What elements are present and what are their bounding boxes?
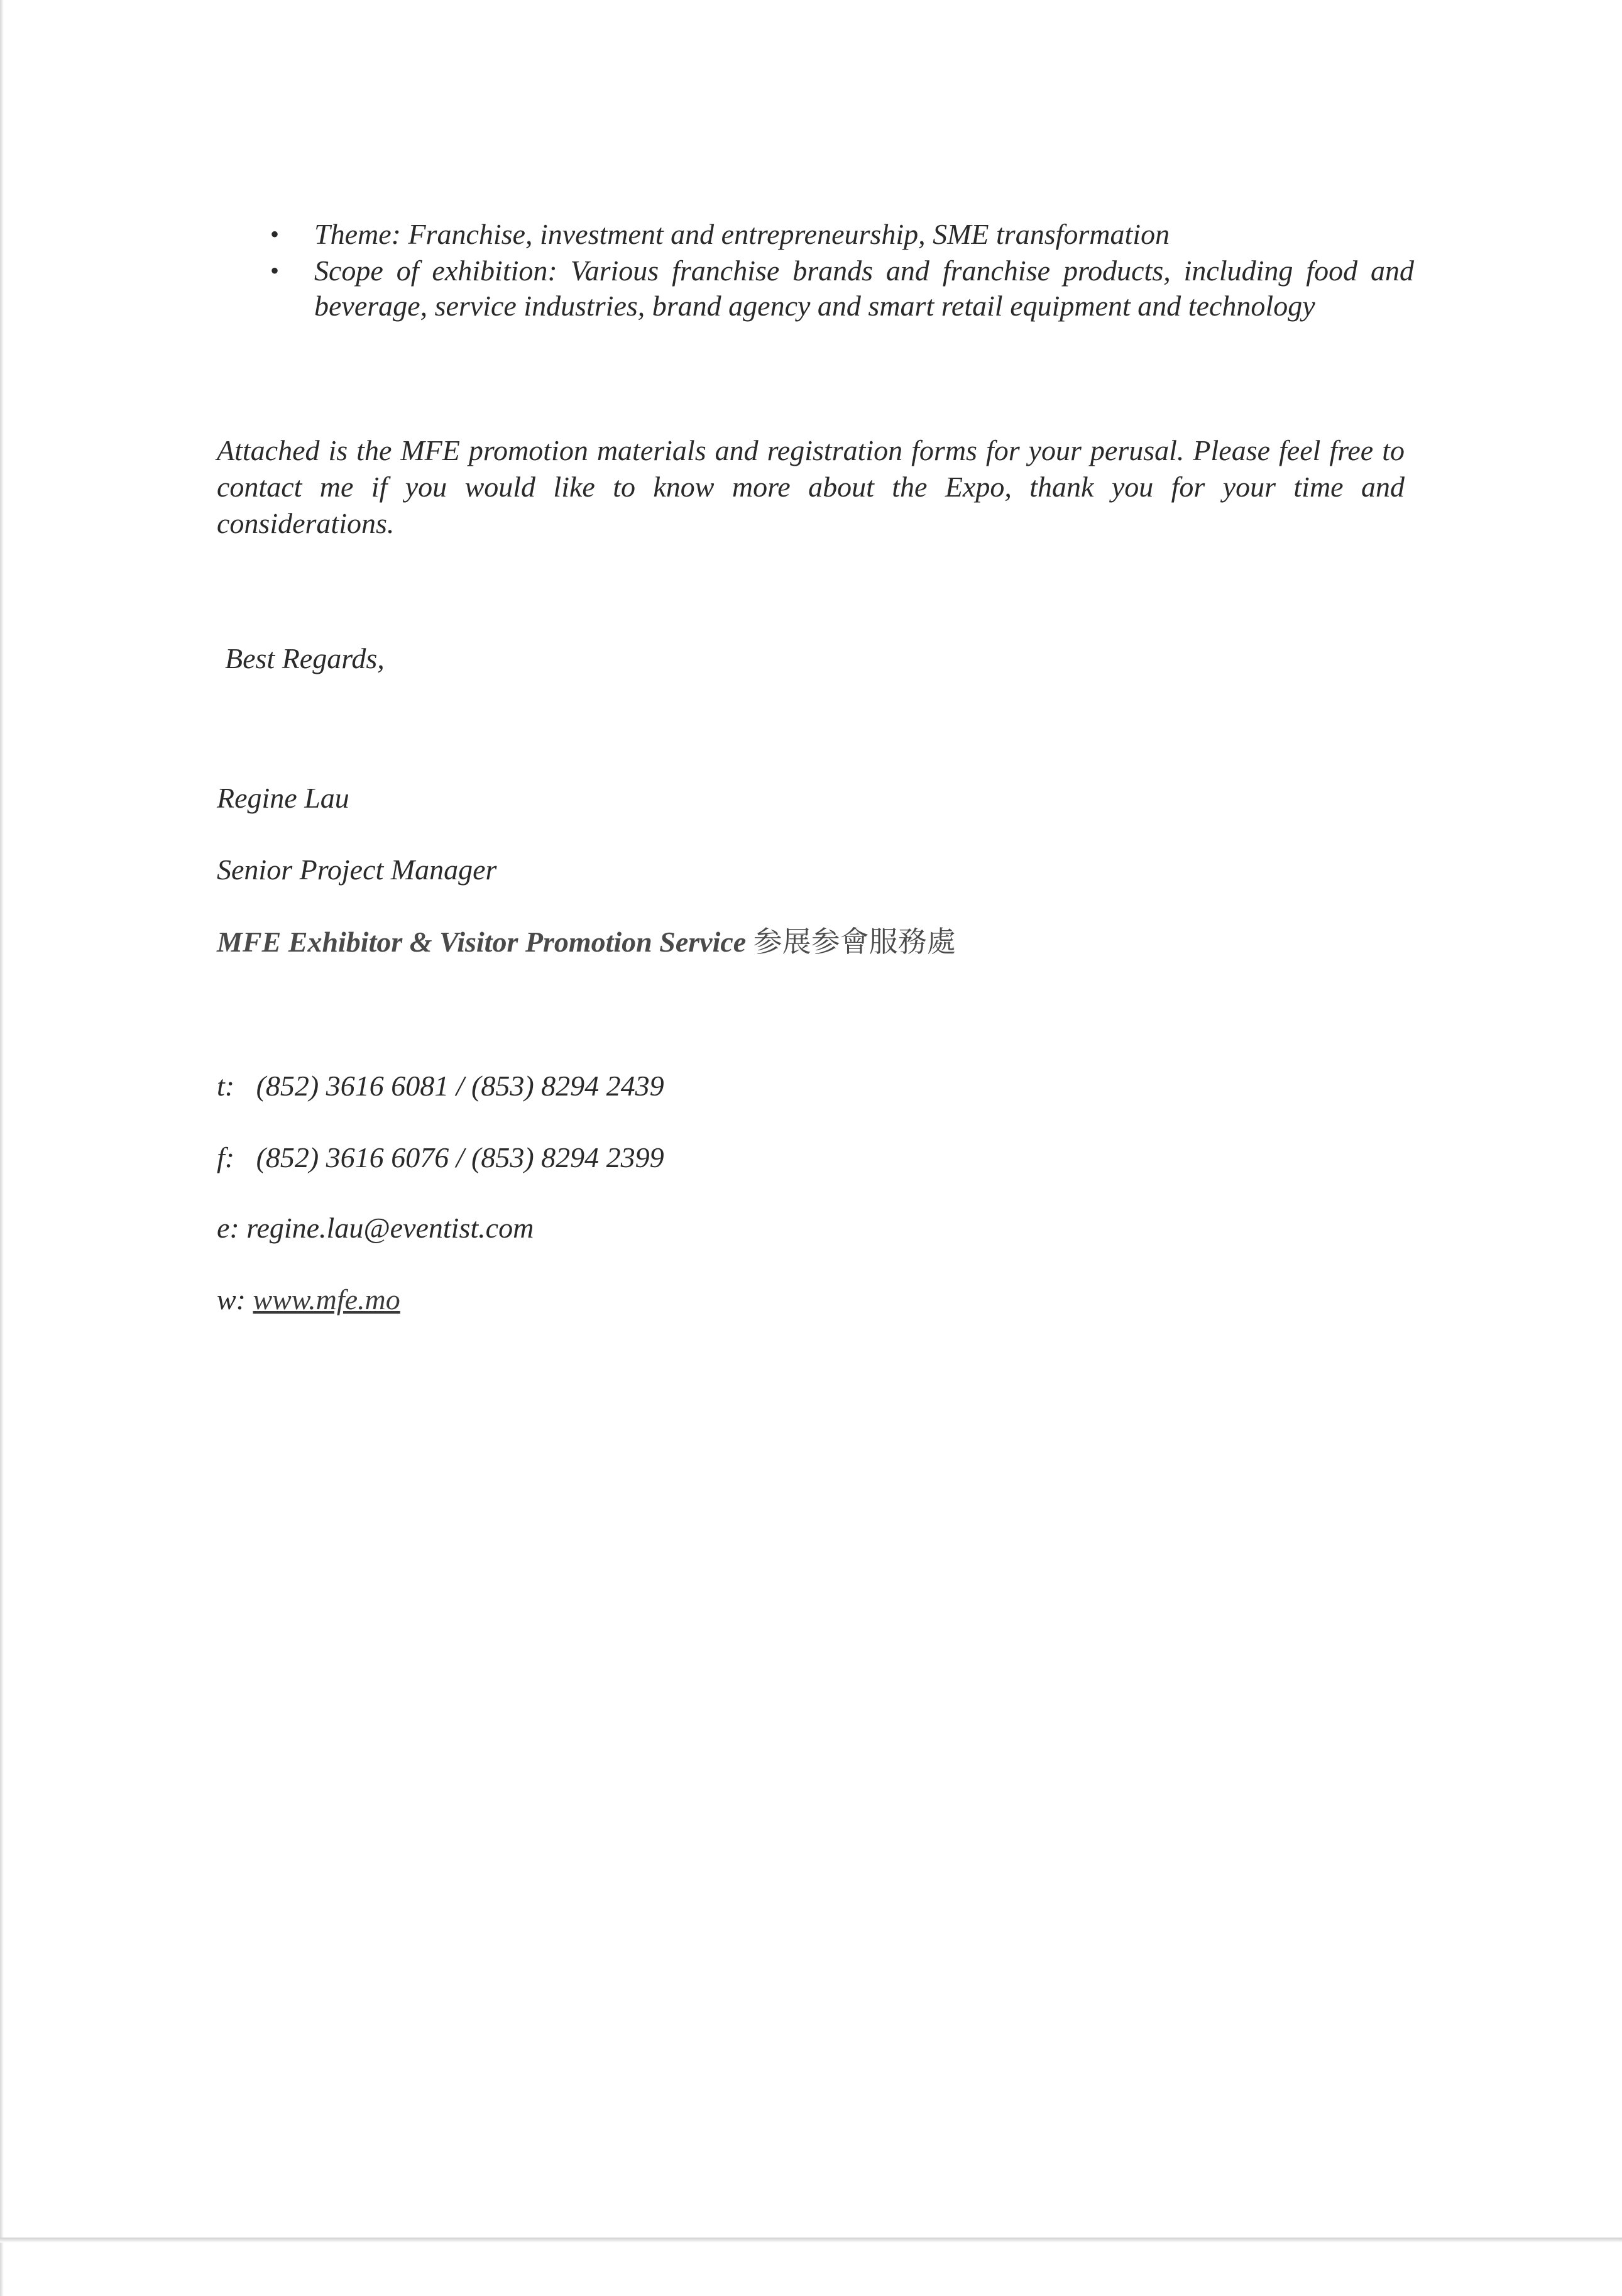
- bullet-list: [264, 217, 1414, 325]
- contact-email-value[interactable]: regine.lau@eventist.com: [246, 1212, 534, 1244]
- contact-fax: [217, 1140, 664, 1175]
- contact-tel-label: t:: [217, 1070, 235, 1102]
- contact-web-link[interactable]: www.mfe.mo: [253, 1283, 400, 1316]
- contact-fax-value: (852) 3616 6076 / (853) 8294 2399: [256, 1141, 664, 1173]
- closing-text: Best Regards,: [225, 642, 385, 674]
- contact-fax-label: f:: [217, 1141, 235, 1173]
- contact-web: [217, 1282, 400, 1317]
- bullet-text-scope: Scope of exhibition: Various franchise brands and franchise products, including food and beverage, service industries, brand agency and smart retail equipment and technology: [314, 255, 1414, 322]
- signature-name: Regine Lau: [217, 782, 349, 814]
- signature-title: Senior Project Manager: [217, 854, 497, 886]
- bullet-text-theme: Theme: Franchise, investment and entrepreneurship, SME transformation: [314, 218, 1170, 250]
- bullet-item-theme: [264, 217, 1414, 252]
- body-paragraph: Attached is the MFE promotion materials and registration forms for your perusal. Please feel free to contact me if you would like to know more about the Expo, thank you for your time and considerations.: [217, 434, 1405, 539]
- contact-web-label: w:: [217, 1283, 246, 1316]
- contact-email-label: e:: [217, 1212, 239, 1244]
- contact-email: [217, 1211, 534, 1246]
- bullet-icon: •: [270, 220, 280, 248]
- signature-org: [217, 924, 956, 960]
- bullet-icon: •: [270, 256, 280, 285]
- bullet-item-scope: [264, 253, 1414, 324]
- page-edge-bottom: [0, 2238, 1622, 2243]
- page-edge-left: [0, 0, 4, 2296]
- contact-tel: [217, 1068, 664, 1104]
- signature-org-cjk: 参展参會服務處: [753, 925, 956, 958]
- signature-org-text: MFE Exhibitor & Visitor Promotion Service: [217, 926, 747, 958]
- contact-tel-value: (852) 3616 6081 / (853) 8294 2439: [256, 1070, 664, 1102]
